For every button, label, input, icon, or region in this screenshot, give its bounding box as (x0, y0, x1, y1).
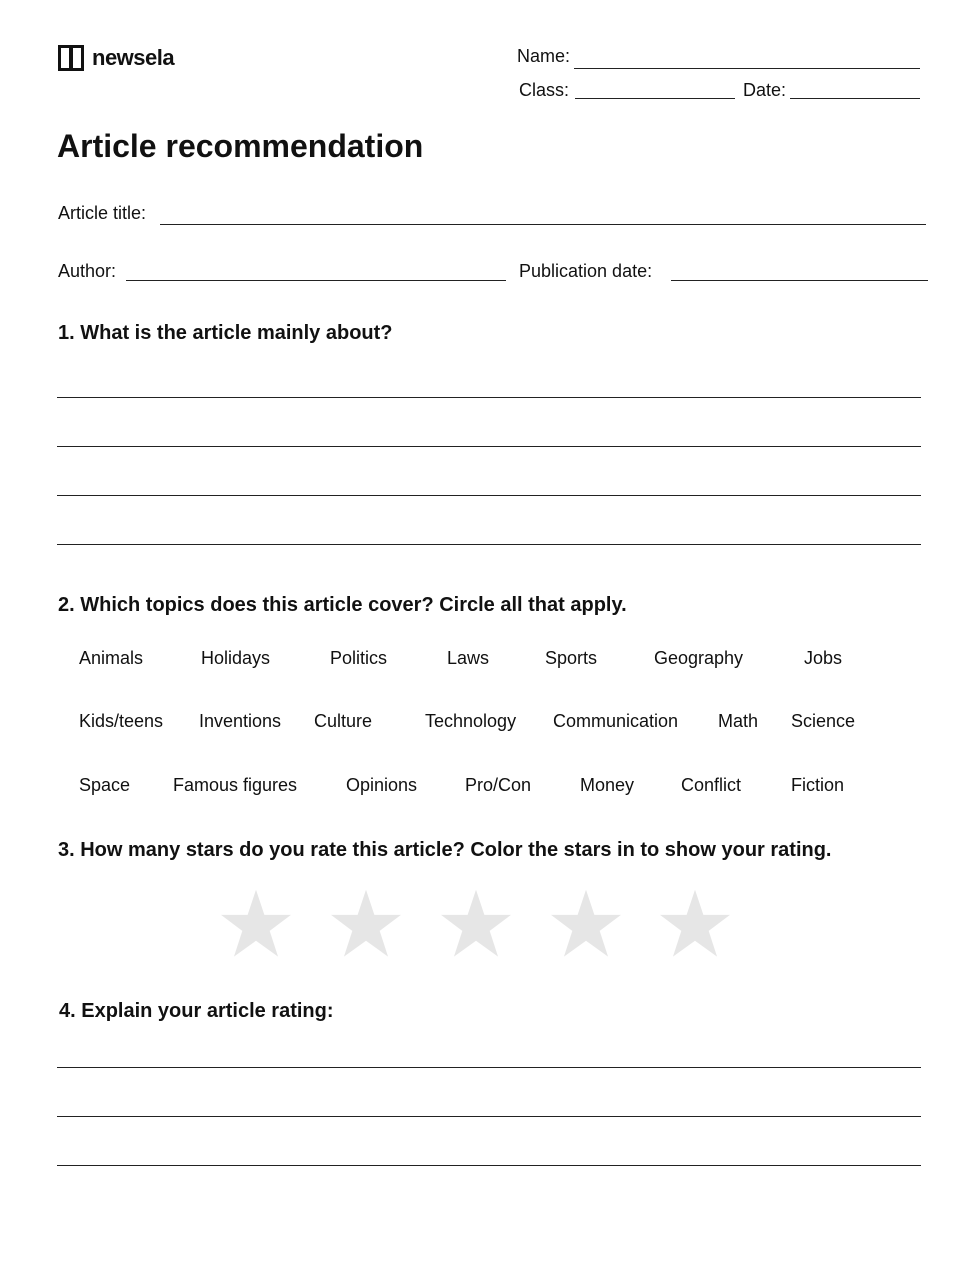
newsela-logo-icon (58, 45, 84, 71)
article-title-label: Article title: (58, 203, 147, 223)
answer-line[interactable] (57, 495, 921, 496)
article-title-field[interactable] (160, 224, 926, 225)
answer-line[interactable] (57, 1067, 921, 1068)
answer-line[interactable] (57, 397, 921, 398)
question-4: 4. Explain your article rating: (59, 1000, 334, 1022)
star-icon[interactable] (657, 886, 733, 962)
topic-inventions[interactable]: Inventions (199, 711, 282, 731)
author-label: Author: (58, 261, 117, 281)
topic-politics[interactable]: Politics (330, 648, 388, 668)
star-icon[interactable] (328, 886, 404, 962)
topic-kids-teens[interactable]: Kids/teens (79, 711, 164, 731)
topic-culture[interactable]: Culture (314, 711, 373, 731)
star-icon[interactable] (438, 886, 514, 962)
class-field[interactable] (575, 98, 735, 99)
date-label: Date: (743, 80, 787, 100)
question-2: 2. Which topics does this article cover? Circle all that apply. (58, 594, 627, 616)
name-label: Name: (517, 46, 571, 66)
topic-technology[interactable]: Technology (425, 711, 517, 731)
topic-fiction[interactable]: Fiction (791, 775, 845, 795)
newsela-logo (58, 45, 174, 71)
class-label: Class: (519, 80, 570, 100)
topic-jobs[interactable]: Jobs (804, 648, 843, 668)
topic-opinions[interactable]: Opinions (346, 775, 418, 795)
topic-laws[interactable]: Laws (447, 648, 490, 668)
topic-holidays[interactable]: Holidays (201, 648, 271, 668)
topic-communication[interactable]: Communication (553, 711, 679, 731)
answer-line[interactable] (57, 544, 921, 545)
topic-animals[interactable]: Animals (79, 648, 144, 668)
question-1: 1. What is the article mainly about? (58, 322, 393, 344)
publication-date-field[interactable] (671, 280, 928, 281)
answer-line[interactable] (57, 1116, 921, 1117)
topic-science[interactable]: Science (791, 711, 856, 731)
answer-line[interactable] (57, 1165, 921, 1166)
topic-geography[interactable]: Geography (654, 648, 744, 668)
publication-date-label: Publication date: (519, 261, 653, 281)
topic-money[interactable]: Money (580, 775, 635, 795)
date-field[interactable] (790, 98, 920, 99)
question-3: 3. How many stars do you rate this article? Color the stars in to show your rating. (58, 839, 832, 861)
topic-sports[interactable]: Sports (545, 648, 598, 668)
logo-text: newsela (92, 45, 175, 70)
topic-famous-figures[interactable]: Famous figures (173, 775, 298, 795)
answer-line[interactable] (57, 446, 921, 447)
topic-math[interactable]: Math (718, 711, 759, 731)
page-title: Article recommendation (57, 128, 424, 164)
topic-conflict[interactable]: Conflict (681, 775, 742, 795)
star-icon[interactable] (548, 886, 624, 962)
name-field[interactable] (574, 68, 920, 69)
star-icon[interactable] (218, 886, 294, 962)
topic-pro-con[interactable]: Pro/Con (465, 775, 532, 795)
topic-space[interactable]: Space (79, 775, 131, 795)
author-field[interactable] (126, 280, 506, 281)
